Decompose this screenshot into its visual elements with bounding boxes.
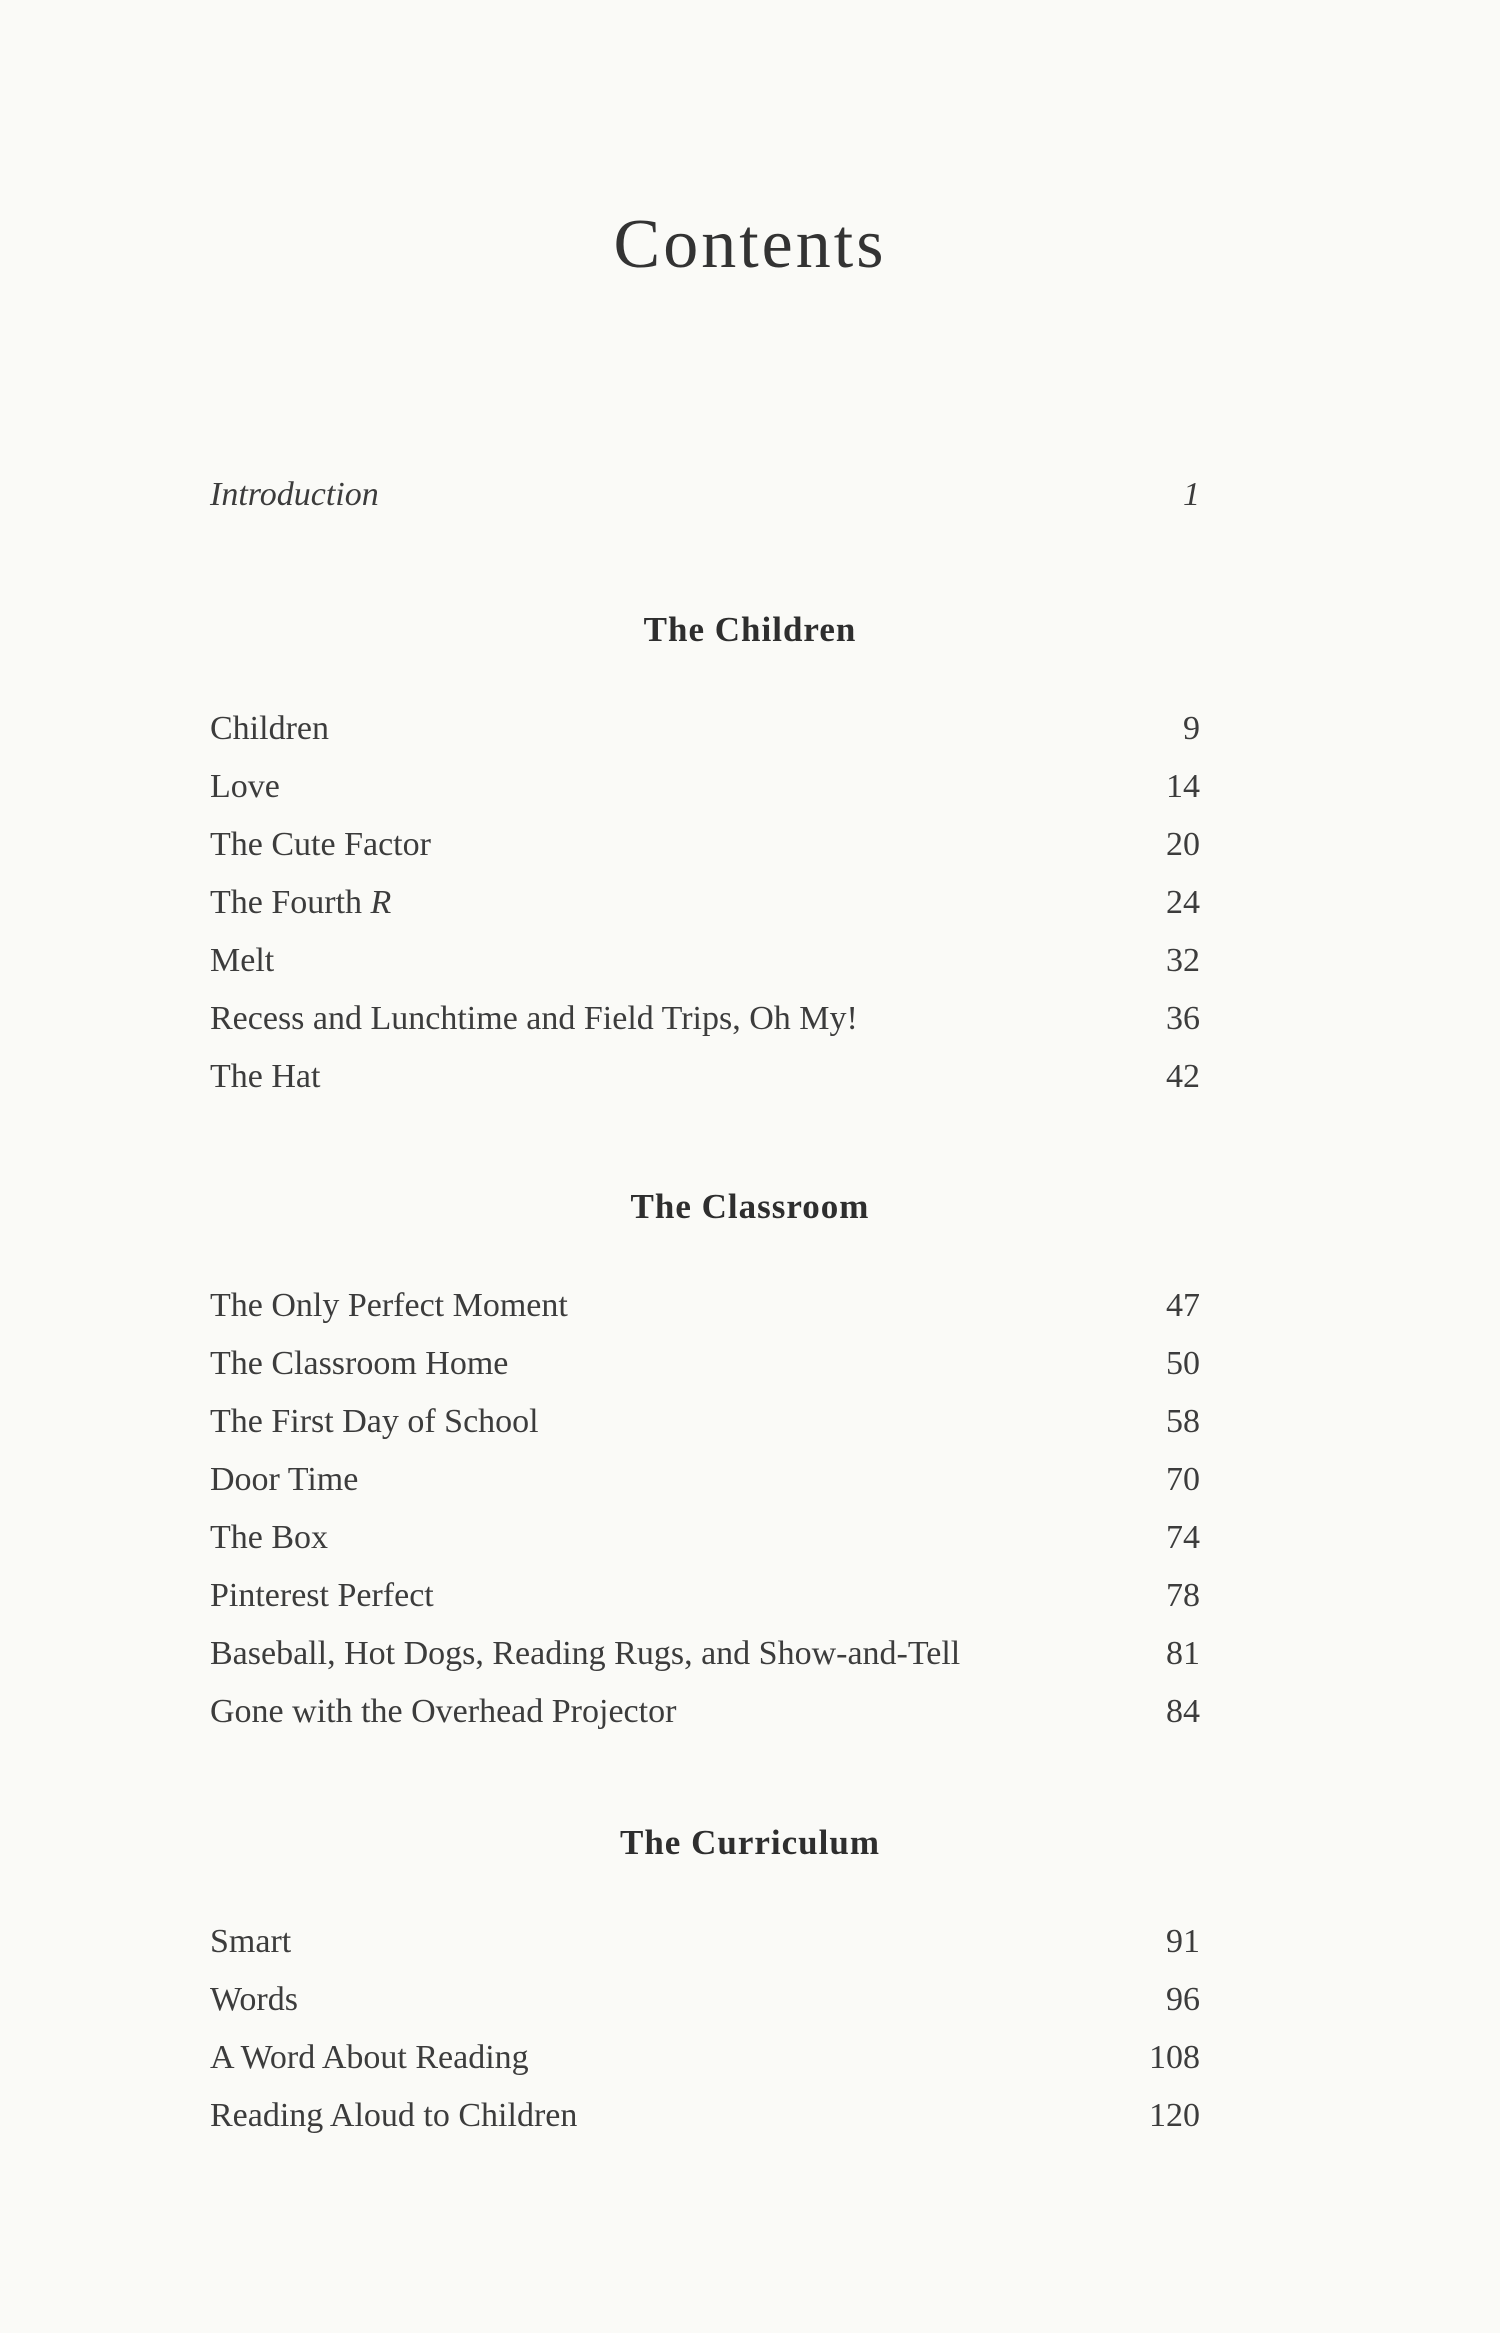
toc-entry-page: 74 [1166, 1519, 1200, 1556]
toc-entry-page: 50 [1166, 1345, 1200, 1382]
toc-entry-page: 70 [1166, 1461, 1200, 1498]
toc-entry [210, 1513, 1200, 1563]
toc-entry-label: The Only Perfect Moment [210, 1287, 568, 1324]
toc-entry-label: Pinterest Perfect [210, 1577, 434, 1614]
toc-entry-page: 24 [1166, 884, 1200, 921]
toc-entry-page: 20 [1166, 826, 1200, 863]
toc-entry [210, 1917, 1200, 1967]
toc-entry-label: Introduction [210, 476, 379, 513]
page-title: Contents [613, 206, 887, 283]
toc-entry-label: A Word About Reading [210, 2039, 529, 2076]
toc-entry-page: 58 [1166, 1403, 1200, 1440]
toc-entry-page: 78 [1166, 1577, 1200, 1614]
toc-entry-page: 9 [1183, 710, 1200, 747]
toc-entry-page: 1 [1183, 476, 1200, 513]
toc-entry-page: 14 [1166, 768, 1200, 805]
toc-entry-label: Love [210, 768, 280, 805]
toc-entry [210, 1975, 1200, 2025]
toc-entry [210, 1455, 1200, 1505]
toc-entry-label: Reading Aloud to Children [210, 2097, 578, 2134]
toc-entry-introduction [210, 470, 1200, 520]
toc-entry [210, 2033, 1200, 2083]
toc-entry [210, 1052, 1200, 1102]
toc-entry [210, 704, 1200, 754]
toc-entry [210, 994, 1200, 1044]
toc-entry [210, 936, 1200, 986]
toc-entry-page: 120 [1149, 2097, 1200, 2134]
section-heading-curriculum: The Curriculum [620, 1823, 880, 1862]
toc-entry [210, 878, 1200, 928]
toc-entry-label: Recess and Lunchtime and Field Trips, Oh My! [210, 1000, 858, 1037]
toc-entry [210, 1571, 1200, 1621]
toc-entry-label: The Box [210, 1519, 329, 1556]
toc-entry [210, 1281, 1200, 1331]
toc-entry-label: The Hat [210, 1058, 321, 1095]
toc-entry-label: Baseball, Hot Dogs, Reading Rugs, and Show-and-Tell [210, 1635, 961, 1672]
toc-entry [210, 820, 1200, 870]
toc-entry-page: 96 [1166, 1981, 1200, 2018]
toc-entry-label: Smart [210, 1923, 292, 1960]
toc-entry-label-italic: R [370, 884, 392, 921]
toc-entry [210, 762, 1200, 812]
toc-entry [210, 1687, 1200, 1737]
toc-entry-page: 108 [1149, 2039, 1200, 2076]
toc-entry-label: Melt [210, 942, 275, 979]
toc-entry-label: Gone with the Overhead Projector [210, 1693, 677, 1730]
toc-entry-page: 32 [1166, 942, 1200, 979]
toc-entry-page: 42 [1166, 1058, 1200, 1095]
toc-entry [210, 1397, 1200, 1447]
toc-entry [210, 1339, 1200, 1389]
toc-entry-label: The First Day of School [210, 1403, 539, 1440]
toc-entry-page: 84 [1166, 1693, 1200, 1730]
toc-entry-label: The Classroom Home [210, 1345, 509, 1382]
toc-entry-label-main: The Fourth [210, 884, 371, 921]
toc-entry-label: Words [210, 1981, 298, 2018]
toc-entry-page: 36 [1166, 1000, 1200, 1037]
toc-entry-label [210, 878, 391, 928]
toc-entry-label: Door Time [210, 1461, 359, 1498]
section-heading-children: The Children [643, 610, 857, 649]
toc-entry-page: 47 [1166, 1287, 1200, 1324]
section-heading-classroom: The Classroom [630, 1187, 870, 1226]
toc-entry [210, 1629, 1200, 1679]
toc-entry [210, 2091, 1200, 2141]
toc-entry-page: 91 [1166, 1923, 1200, 1960]
toc-entry-page: 81 [1166, 1635, 1200, 1672]
toc-entry-label: The Cute Factor [210, 826, 431, 863]
toc-entry-label: Children [210, 710, 329, 747]
